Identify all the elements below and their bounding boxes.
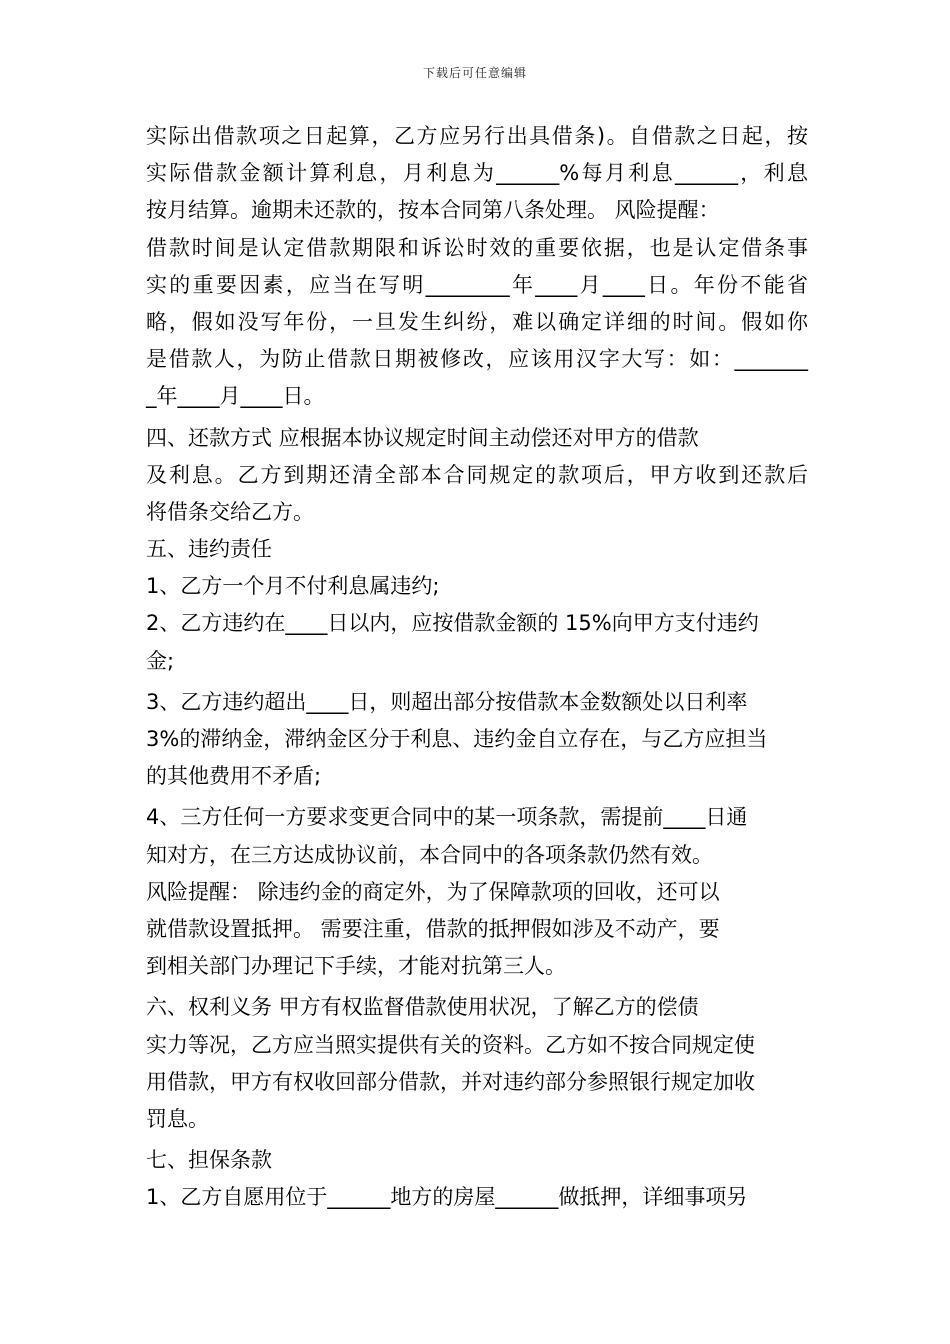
body-line: 的其他费用不矛盾;	[146, 764, 322, 789]
body-line: 2、乙方违约在____日以内，应按借款金额的 15%向甲方支付违约	[146, 611, 759, 636]
body-line: 略，假如没写年份，一旦发生纠纷，难以确定详细的时间。假如你	[146, 309, 808, 334]
body-line: 将借条交给乙方。	[146, 499, 314, 524]
body-line: 是借款人，为防止借款日期被修改，应该用汉字大写：如：_______	[146, 347, 808, 372]
body-line: 四、还款方式 应根据本协议规定时间主动偿还对甲方的借款	[146, 425, 699, 450]
body-line: 及利息。乙方到期还清全部本合同规定的款项后，甲方收到还款后	[146, 462, 808, 487]
body-line: 3%的滞纳金，滞纳金区分于利息、违约金自立存在，与乙方应担当	[146, 727, 768, 751]
body-line: 就借款设置抵押。 需要注重，借款的抵押假如涉及不动产，要	[146, 916, 720, 941]
body-line: 罚息。	[146, 1106, 209, 1131]
body-line: 1、乙方一个月不付利息属违约;	[146, 574, 440, 599]
body-line: 4、三方任何一方要求变更合同中的某一项条款，需提前____日通	[146, 805, 748, 830]
body-line: 用借款，甲方有权收回部分借款，并对违约部分参照银行规定加收	[146, 1069, 755, 1094]
body-line: 实的重要因素，应当在写明________年____月____日。年份不能省	[146, 272, 808, 297]
body-line: 按月结算。逾期未还款的，按本合同第八条处理。 风险提醒：	[146, 198, 720, 223]
body-line: 风险提醒： 除违约金的商定外，为了保障款项的回收，还可以	[146, 879, 720, 904]
page-header: 下载后可任意编辑	[422, 66, 527, 80]
body-line: 到相关部门办理记下手续，才能对抗第三人。	[146, 954, 566, 979]
body-line: 实力等况，乙方应当照实提供有关的资料。乙方如不按合同规定使	[146, 1032, 755, 1057]
body-line: 金;	[146, 648, 175, 673]
section-heading: 七、担保条款	[146, 1148, 272, 1173]
body-line: 六、权利义务 甲方有权监督借款使用状况，了解乙方的偿债	[146, 995, 699, 1020]
body-line: 实际出借款项之日起算，乙方应另行出具借条)。自借款之日起，按	[146, 124, 808, 148]
section-heading: 五、违约责任	[146, 537, 272, 562]
body-line: _年____月____日。	[146, 384, 325, 409]
body-line: 知对方，在三方达成协议前，本合同中的各项条款仍然有效。	[146, 842, 713, 867]
body-line: 3、乙方违约超出____日，则超出部分按借款本金数额处以日利率	[146, 689, 748, 714]
body-line: 实际借款金额计算利息，月利息为______%每月利息______，利息	[146, 161, 808, 186]
body-line: 借款时间是认定借款期限和诉讼时效的重要依据，也是认定借条事	[146, 235, 808, 260]
document-body	[146, 118, 808, 1216]
body-line: 1、乙方自愿用位于______地方的房屋______做抵押，详细事项另	[146, 1185, 748, 1210]
